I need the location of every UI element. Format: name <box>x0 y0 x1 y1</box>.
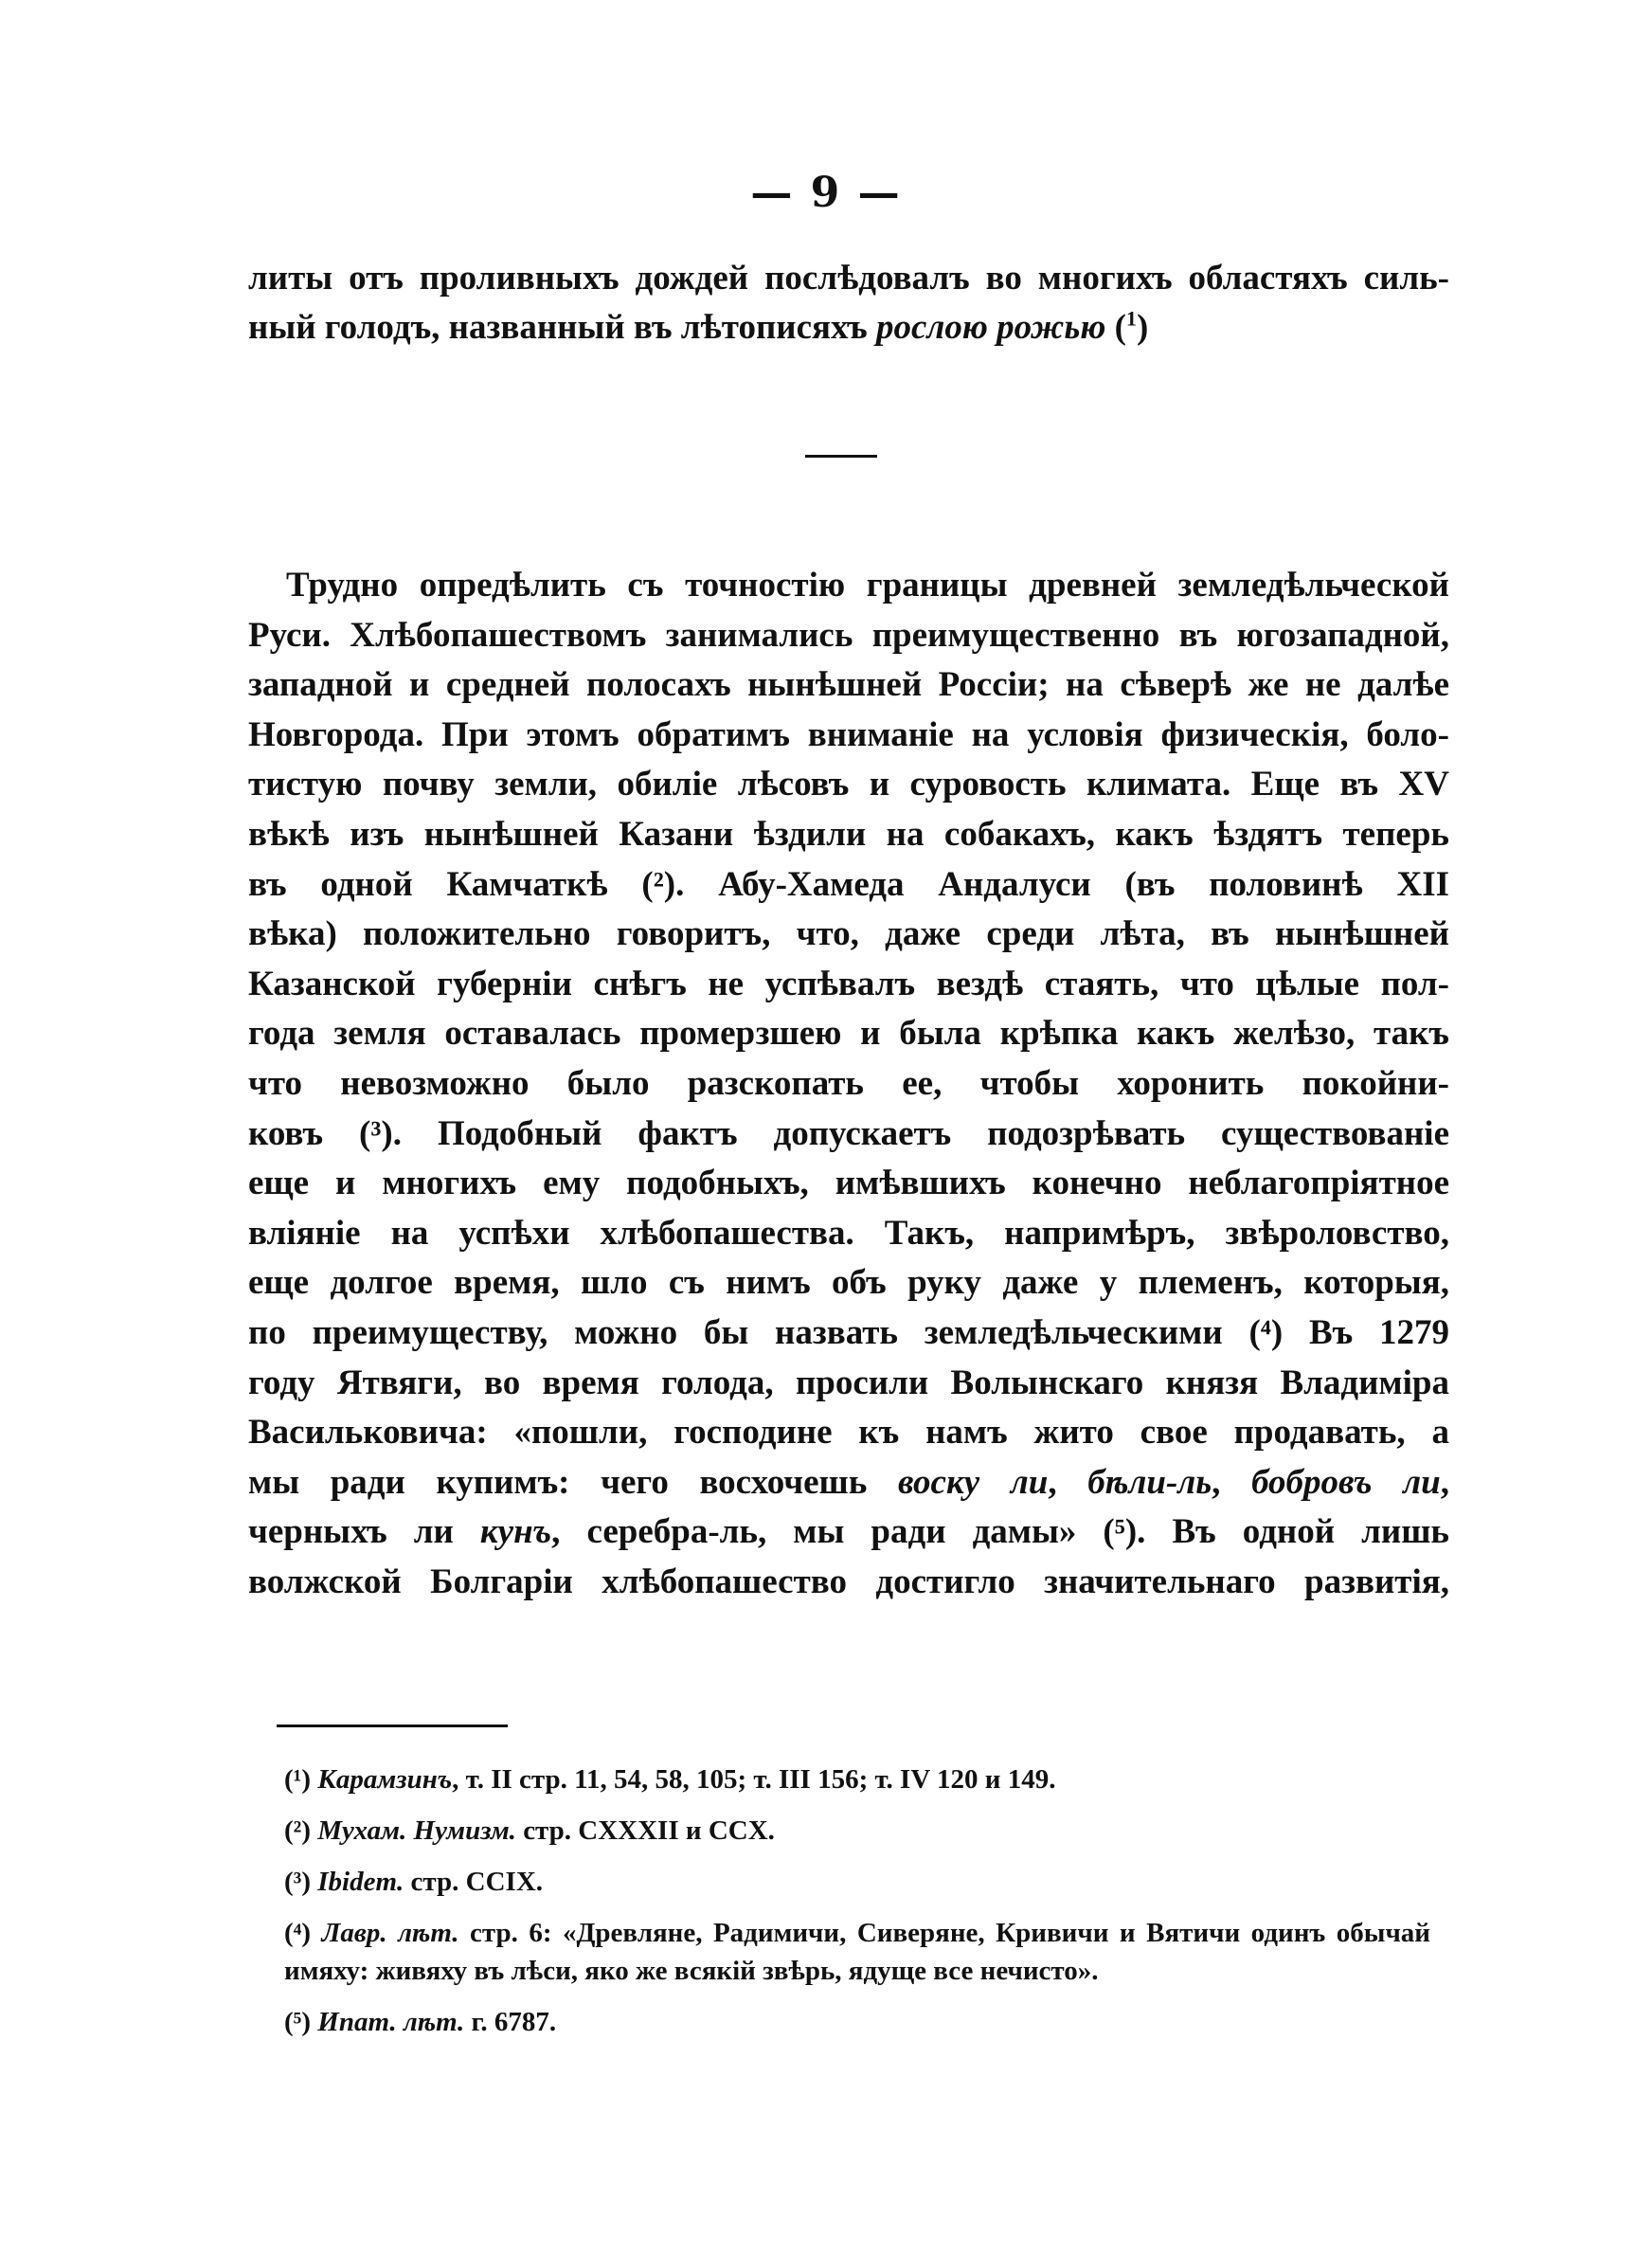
footnote-ref: 1 <box>1125 306 1138 331</box>
main-paragraph <box>248 561 1449 1607</box>
footnote-source: Лавр. лѣт. <box>321 1918 459 1948</box>
footnote-3 <box>284 1863 1430 1901</box>
text-line <box>248 1508 1449 1558</box>
footnote-1 <box>284 1760 1430 1798</box>
text-line: Руси. Хлѣбопашествомъ занимались преимущественно въ югозападной, <box>248 615 1449 655</box>
text-line: вѣка) положительно говоритъ, что, даже среди лѣта, въ нынѣшней <box>248 914 1449 954</box>
text-line: еще долгое время, шло съ нимъ объ руку даже у племенъ, которыя, <box>248 1263 1449 1303</box>
text-line: еще и многихъ ему подобныхъ, имѣвшихъ конечно неблагопріятное <box>248 1164 1449 1203</box>
text-segment: ) <box>1137 308 1149 347</box>
footnote-2 <box>284 1812 1430 1850</box>
footnote-text: стр. CCIX. <box>404 1867 544 1897</box>
continued-paragraph <box>248 254 1449 352</box>
text-segment: , <box>1212 1462 1252 1502</box>
page-number: — 9 — <box>750 169 902 217</box>
text-line: тистую почву земли, обиліе лѣсовъ и суровость климата. Еще въ XV <box>248 765 1449 804</box>
text-line: вѣкѣ изъ нынѣшней Казани ѣздили на собакахъ, какъ ѣздятъ теперь <box>248 814 1449 854</box>
text-segment: , <box>1440 1462 1449 1502</box>
text-line: Васильковича: «пошли, господине къ намъ жито свое продавать, а <box>248 1413 1449 1453</box>
text-line: волжской Болгаріи хлѣбопашество достигло значительнаго развитія, <box>248 1562 1449 1601</box>
footnote-number: (³) <box>284 1867 312 1897</box>
text-line: въ одной Камчаткѣ (²). Абу-Хамеда Андалуси (въ половинѣ XII <box>248 864 1449 904</box>
footnote-divider <box>277 1724 508 1727</box>
section-divider <box>805 455 877 458</box>
footnote-text: стр. CXXXII и CCX. <box>515 1815 775 1846</box>
footnote-source: Карамзинъ <box>317 1764 453 1795</box>
text-segment: черныхъ ли <box>248 1512 480 1552</box>
text-line: году Ятвяги, во время голода, просили Волынскаго князя Владиміра <box>248 1363 1449 1402</box>
text-segment: мы ради купимъ: чего восхочешь <box>248 1462 898 1502</box>
text-line: что невозможно было разскопать ее, чтобы хоронить покойни- <box>248 1063 1449 1103</box>
footnote-text: г. 6787. <box>464 2007 557 2037</box>
text-segment: , <box>1048 1462 1088 1502</box>
text-segment: ( <box>1105 308 1126 347</box>
text-line: по преимуществу, можно бы назвать земледѣльческими (⁴) Въ 1279 <box>248 1312 1449 1352</box>
footnote-5 <box>284 2003 1430 2041</box>
footnote-source: Ипат. лѣт. <box>317 2007 465 2037</box>
text-line: года земля оставалась промерзшею и была крѣпка какъ желѣзо, такъ <box>248 1014 1449 1054</box>
text-line <box>248 1458 1449 1508</box>
footnote-4 <box>284 1914 1430 1990</box>
text-line <box>248 303 1449 352</box>
footnote-number: (⁴) <box>284 1918 312 1948</box>
italic-phrase: воску ли <box>897 1462 1049 1502</box>
footnote-source: Ibidem. <box>317 1867 404 1897</box>
italic-phrase: рослою рожью <box>875 308 1106 347</box>
italic-phrase: бѣли-ль <box>1087 1462 1212 1502</box>
text-line: западной и средней полосахъ нынѣшней Россіи; на сѣверѣ же не далѣе <box>248 665 1449 705</box>
footnote-source: Мухам. Нумизм. <box>317 1815 516 1846</box>
italic-phrase: бобровъ ли <box>1251 1462 1441 1502</box>
text-line: Казанской губерніи снѣгъ не успѣвалъ вездѣ стаять, что цѣлые пол- <box>248 964 1449 1003</box>
text-segment: ный голодъ, названный въ лѣтописяхъ <box>248 308 876 347</box>
italic-phrase: кунъ <box>479 1512 552 1552</box>
footnote-text: стр. 6: «Древляне, Радимичи, Сиверяне, Кривичи и Вятичи одинъ обычай имяху: живяху въ лѣси, яко же всякій звѣрь, ядуще все нечисто». <box>284 1918 1431 1986</box>
text-segment: , серебра-ль, мы ради дамы» (⁵). Въ одной лишь <box>551 1512 1449 1552</box>
footnotes <box>284 1760 1430 2054</box>
text-line: Трудно опредѣлить съ точностію границы древней земледѣльческой <box>286 566 1449 605</box>
text-line: вліяніе на успѣхи хлѣбопашества. Такъ, напримѣръ, звѣроловство, <box>248 1213 1449 1253</box>
footnote-number: (²) <box>284 1815 312 1846</box>
text-line: Новгорода. При этомъ обратимъ вниманіе на условія физическія, боло- <box>248 714 1449 754</box>
text-line: ковъ (³). Подобный фактъ допускаетъ подозрѣвать существованіе <box>248 1113 1449 1153</box>
footnote-number: (⁵) <box>284 2007 312 2037</box>
text-line: литы отъ проливныхъ дождей послѣдовалъ во многихъ областяхъ силь- <box>248 259 1449 298</box>
footnote-text: , т. II стр. 11, 54, 58, 105; т. III 156; т. IV 120 и 149. <box>452 1764 1056 1795</box>
footnote-number: (¹) <box>284 1764 312 1795</box>
